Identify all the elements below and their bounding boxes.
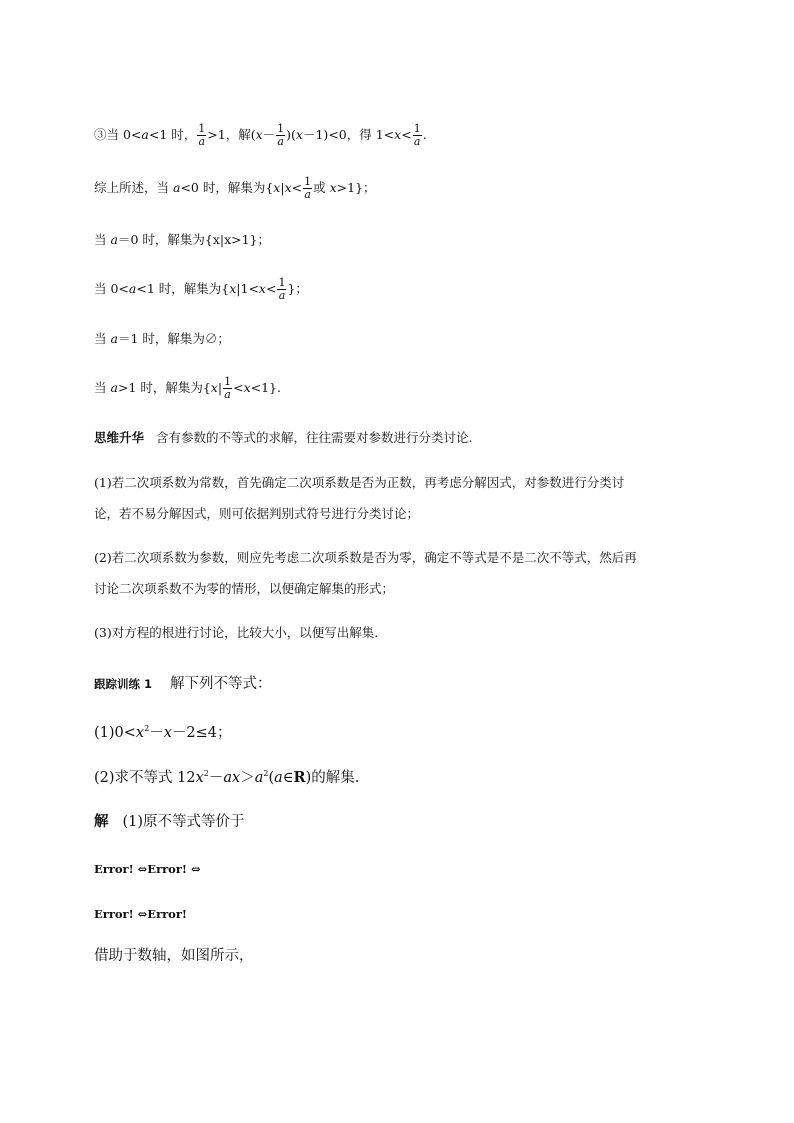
point-2-line-1: (2)若二次项系数为参数，则应先考虑二次项系数是否为零，确定不等式是不是二次不等式，然后再	[94, 550, 637, 565]
solution-line	[94, 814, 245, 830]
summary-line: 综上所述，当 a<0 时，解集为{x|x< $\frac{1}{a}$ 或 x>1}；	[94, 175, 376, 201]
point-3-line: (3)对方程的根进行讨论，比较大小，以便写出解集.	[94, 625, 379, 640]
exercise-heading	[94, 676, 272, 692]
case-a-greater-line: 当 a>1 时，解集为{x| $\frac{1}{a}$ <x<1}.	[94, 375, 281, 401]
solution-text: (1)原不等式等价于	[122, 814, 245, 830]
number-line-text: 借助于数轴，如图所示，	[94, 948, 254, 964]
case-a-between-line: 当 0<a<1 时，解集为{x|1<x< $\frac{1}{a}$ }；	[94, 276, 308, 302]
thinking-summary	[94, 430, 473, 446]
question-1: $(1)0<x^2-x-2\le 4$；	[94, 724, 232, 741]
error-line-1: Error! ⇔Error! ⇔	[94, 862, 201, 876]
case-3-line: ③当 0<a<1 时， $\frac{1}{a}$ >1，解(x－ $\frac{1}{a}$ )(x－1)<0，得 1<x< $\frac{1}{a}$ .	[94, 122, 427, 148]
solution-label: 解	[94, 814, 109, 830]
case-a-zero-line: 当 a＝0 时，解集为{x|x>1}；	[94, 232, 271, 247]
fraction: $\frac{1}{a}$	[278, 276, 286, 302]
point-1-line-1: (1)若二次项系数为常数，首先确定二次项系数是否为正数，再考虑分解因式，对参数进行分类讨	[94, 475, 625, 490]
fraction: $\frac{1}{a}$	[224, 375, 232, 401]
error-line-2: Error! ⇔Error!	[94, 907, 187, 921]
fraction: $\frac{1}{a}$	[198, 122, 206, 148]
fraction: $\frac{1}{a}$	[277, 122, 285, 148]
fraction: $\frac{1}{a}$	[304, 175, 312, 201]
thinking-title: 思维升华	[94, 430, 145, 445]
point-1-line-2: 论，若不易分解因式，则可依据判别式符号进行分类讨论；	[94, 506, 420, 521]
thinking-text: 含有参数的不等式的求解，往往需要对参数进行分类讨论.	[156, 430, 473, 445]
case-a-one-line: 当 a＝1 时，解集为∅；	[94, 331, 230, 346]
exercise-label: 跟踪训练 1	[94, 677, 153, 691]
question-2: (2)求不等式 $12x^2-ax>a^2(a\in R)$的解集.	[94, 769, 360, 786]
fraction: $\frac{1}{a}$	[413, 122, 421, 148]
point-2-line-2: 讨论二次项系数不为零的情形，以便确定解集的形式；	[94, 581, 395, 596]
exercise-text: 解下列不等式：	[170, 676, 272, 692]
